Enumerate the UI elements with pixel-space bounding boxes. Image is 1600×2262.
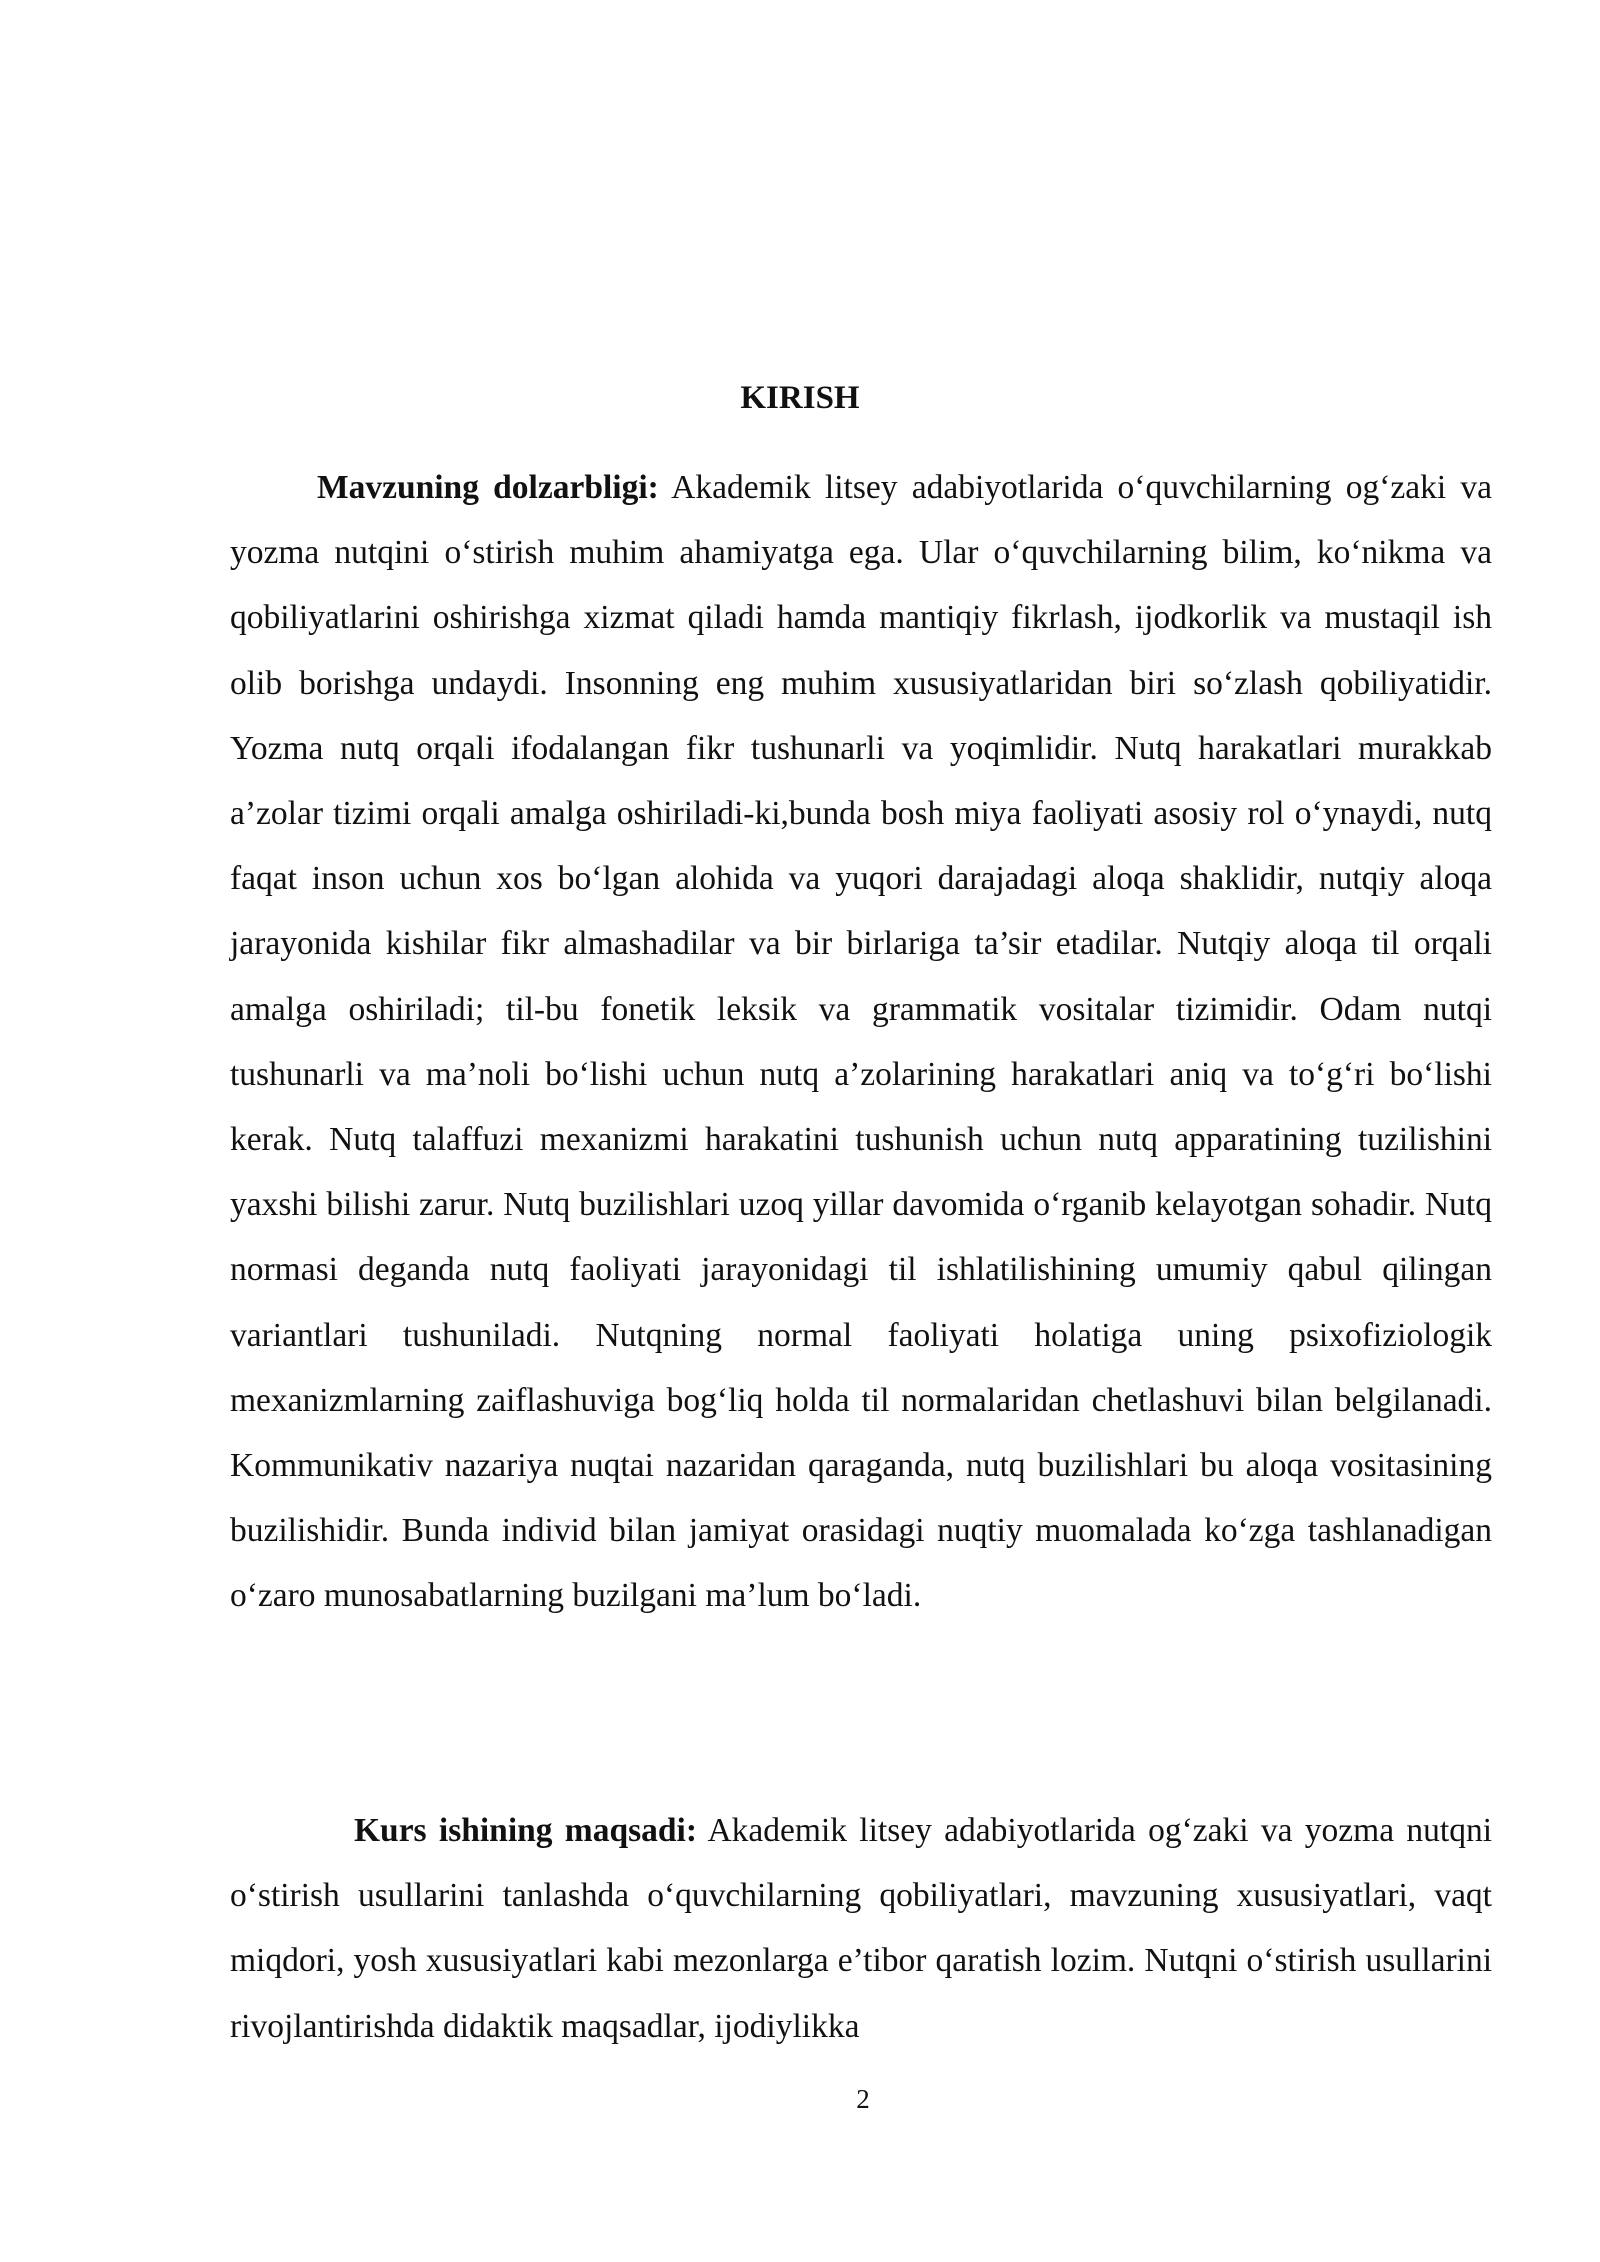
paragraph-goal xyxy=(230,1798,1492,2059)
paragraph-lead: Mavzuning dolzarbligi: xyxy=(317,469,659,506)
paragraph-lead: Kurs ishining maqsadi: xyxy=(354,1812,697,1849)
paragraph-text: Akademik litsey adabiyotlarida og‘zaki va yozma nutqni o‘stirish usullarini tanlashda o‘quvchilarning qobiliyatlari, mavzuning xususiyatlari, vaqt miqdori, yosh xususiyatlari kabi mezonlarga e’tibor qaratish lozim. Nutqni o‘stirish usullarini rivojlantirishda didaktik maqsadlar, ijodiylikka xyxy=(230,1812,1493,2045)
paragraph-relevance xyxy=(230,455,1492,1629)
section-heading: KIRISH xyxy=(740,380,860,416)
page-number: 2 xyxy=(856,2084,870,2114)
paragraph-text: Akademik litsey adabiyotlarida o‘quvchilarning og‘zaki va yozma nutqini o‘stirish muhim ahamiyatga ega. Ular o‘quvchilarning bilim, ko‘nikma va qobiliyatlarini oshirishga xizmat qiladi hamda mantiqiy fikrlash, ijodkorlik va mustaqil ish olib borishga undaydi. Insonning eng muhim xususiyatlaridan biri so‘zlash qobiliyatidir. Yozma nutq orqali ifodalangan fikr tushunarli va yoqimlidir. Nutq harakatlari murakkab a’zolar tizimi orqali amalga oshiriladi-ki,bunda bosh miya faoliyati asosiy rol o‘ynaydi, nutq faqat inson uchun xos bo‘lgan alohida va yuqori darajadagi aloqa shaklidir, nutqiy aloqa jarayonida kishilar fikr almashadilar va bir birlariga ta’sir etadilar. Nutqiy aloqa til orqali amalga oshiriladi; til-bu fonetik leksik va grammatik vositalar tizimidir. Odam nutqi tushunarli va ma’noli bo‘lishi uchun nutq a’zolarining harakatlari aniq va to‘g‘ri bo‘lishi kerak. Nutq talaffuzi mexanizmi harakatini tushunish uchun nutq apparatining tuzilishini yaxshi bilishi zarur. Nutq buzilishlari uzoq yillar davomida o‘rganib kelayotgan sohadir. Nutq normasi deganda nutq faoliyati jarayonidagi til ishlatilishining umumiy qabul qilingan variantlari tushuniladi. Nutqning normal faoliyati holatiga uning psixofiziologik mexanizmlarning zaiflashuviga bog‘liq holda til normalaridan chetlashuvi bilan belgilanadi. Kommunikativ nazariya nuqtai nazaridan qaraganda, nutq buzilishlari bu aloqa vositasining buzilishidir. Bunda individ bilan jamiyat orasidagi nuqtiy muomalada ko‘zga tashlanadigan o‘zaro munosabatlarning buzilgani ma’lum bo‘ladi. xyxy=(230,469,1493,1615)
